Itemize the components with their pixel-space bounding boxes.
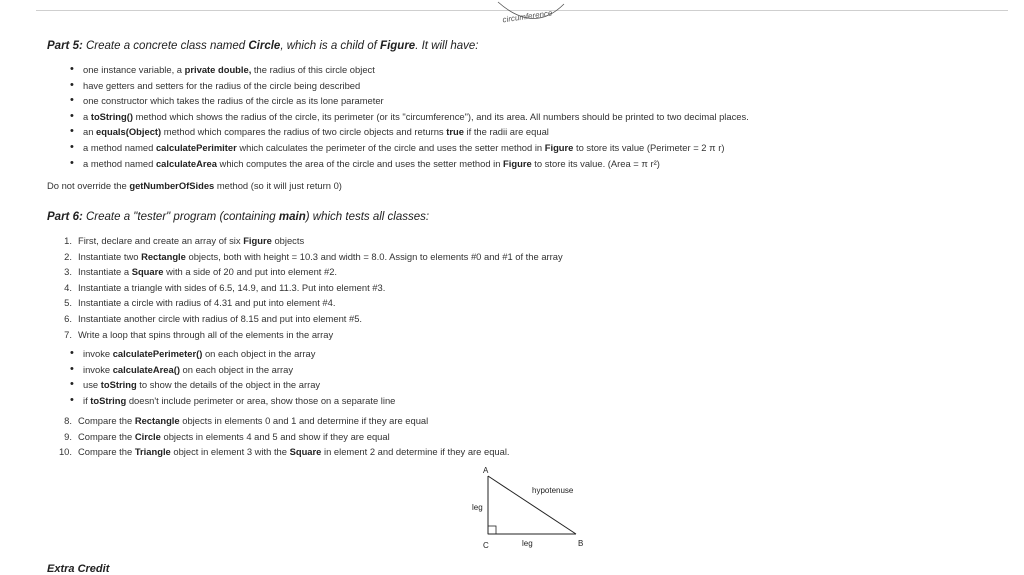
part6-label: Part 6: — [47, 211, 83, 223]
circumference-label: circumference — [501, 8, 553, 24]
list-item: 4. Instantiate a triangle with sides of 6.5, 14.9, and 11.3. Put into element #3. — [64, 281, 386, 293]
list-item: 10. Compare the Triangle object in element 3 with the Square in element 2 and determine if they are equal. — [58, 446, 510, 458]
vertex-b-label: B — [578, 539, 584, 548]
list-item: 1. First, declare and create an array of six Figure objects — [64, 235, 305, 246]
list-item: 3. Instantiate a Square with a side of 20 and put into element #2. — [64, 266, 338, 278]
part5-heading-pre: Create a concrete class named — [86, 40, 249, 52]
loop-sub-list — [70, 346, 395, 408]
part5-label: Part 5: — [47, 40, 83, 52]
hypotenuse-label: hypotenuse — [532, 486, 574, 495]
list-item: 5. Instantiate a circle with radius of 4.31 and put into element #4. — [64, 297, 336, 309]
circumference-sketch — [494, 0, 574, 24]
part5-note: Do not override the getNumberOfSides method (so it will just return 0) — [47, 180, 342, 191]
vertex-c-label: C — [483, 541, 489, 550]
part6-steps-list — [62, 233, 563, 342]
part5-heading-post: . It will have: — [415, 40, 479, 52]
part5-requirements-list — [70, 62, 749, 171]
list-item: • a method named calculateArea which computes the area of the circle and uses the setter method in Figure to store its value. (Area = π r²) — [70, 156, 749, 172]
list-item: 7. Write a loop that spins through all of the elements in the array — [64, 328, 334, 340]
extra-credit-heading: Extra Credit — [47, 563, 110, 575]
hypotenuse-line — [488, 476, 576, 534]
vertex-a-label: A — [483, 466, 489, 475]
list-item: • if toString doesn't include perimeter or area, show those on a separate line — [70, 393, 395, 409]
part6-steps-list-continued — [58, 413, 510, 460]
list-item: • invoke calculatePerimeter() on each object in the array — [70, 346, 395, 362]
list-item: • a method named calculatePerimiter which calculates the perimeter of the circle and uses the setter method in Figure to store its value (Perimeter = 2 π r) — [70, 140, 749, 156]
list-item: 2. Instantiate two Rectangle objects, both with height = 10.3 and width = 8.0. Assign to elements #0 and #1 of the array — [64, 250, 563, 262]
right-triangle-diagram — [462, 462, 602, 554]
list-item: 6. Instantiate another circle with radius of 8.15 and put into element #5. — [64, 312, 363, 324]
list-item: 8. Compare the Rectangle objects in elements 0 and 1 and determine if they are equal — [64, 415, 429, 426]
list-item: • use toString to show the details of the object in the array — [70, 377, 395, 393]
horizontal-leg-label: leg — [522, 539, 533, 548]
part5-class-name: Circle — [248, 40, 281, 52]
list-item: • an equals(Object) method which compares the radius of two circle objects and returns true if the radii are equal — [70, 124, 749, 140]
right-angle-marker — [488, 526, 496, 534]
list-item: • have getters and setters for the radius of the circle being described — [70, 78, 749, 94]
list-item: 9. Compare the Circle objects in elements 4 and 5 and show if they are equal — [64, 430, 390, 442]
part6-heading: Part 6: Create a "tester" program (containing main) which tests all classes: — [47, 211, 430, 223]
part5-parent-name: Figure — [380, 40, 416, 52]
list-item: • a toString() method which shows the radius of the circle, its perimeter (or its "circumference"), and its area. All numbers should be printed to two decimal places. — [70, 109, 749, 125]
list-item: • one constructor which takes the radius of the circle as its lone parameter — [70, 93, 749, 109]
part5-heading — [47, 40, 478, 52]
list-item: • invoke calculateArea() on each object in the array — [70, 362, 395, 378]
list-item: • one instance variable, a private double, the radius of this circle object — [70, 62, 749, 78]
part5-heading-mid: , which is a child of — [280, 40, 381, 52]
vertical-leg-label: leg — [472, 503, 483, 512]
